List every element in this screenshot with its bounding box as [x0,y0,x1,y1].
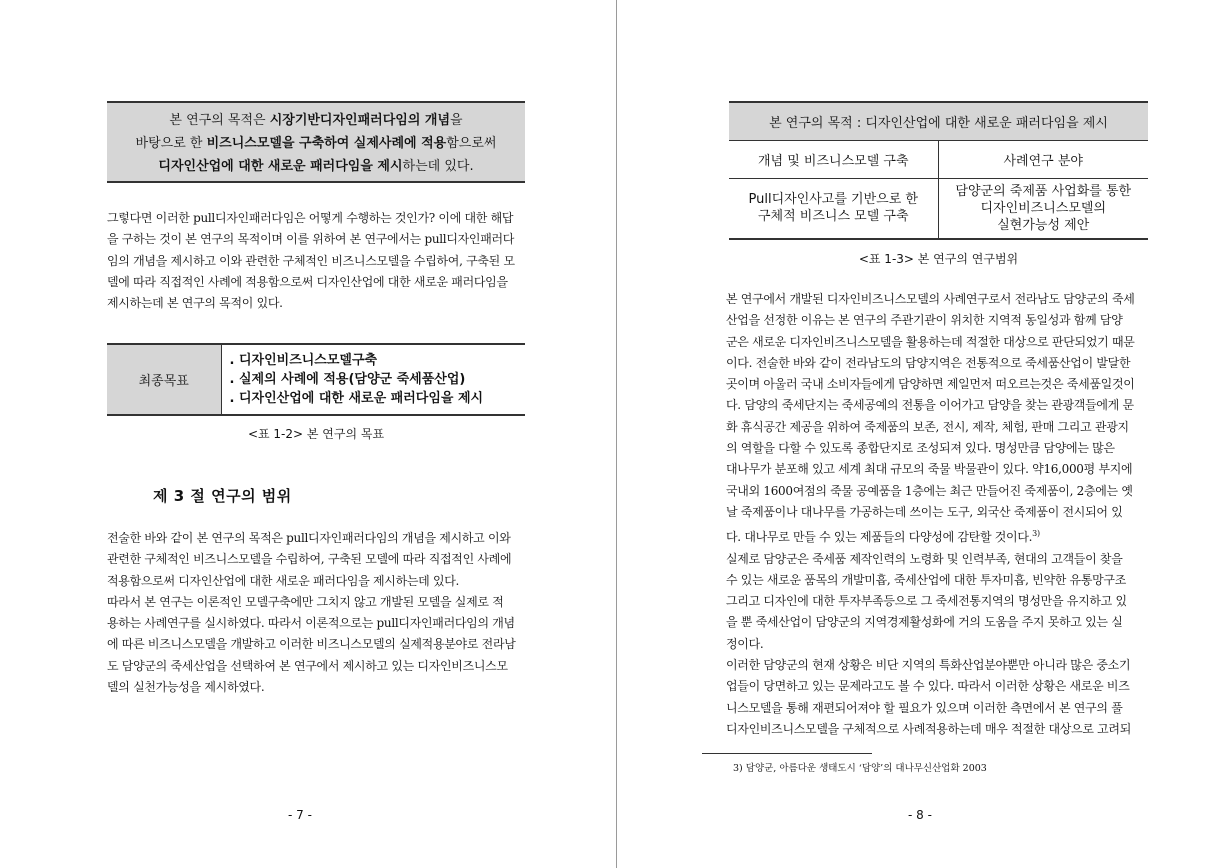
cell-line: 실현가능성 제안 [997,217,1090,233]
text-line: 실제로 담양군은 죽세품 제작인력의 노령화 및 인력부족, 현대의 고객들이 찾을 [726,551,1123,566]
research-goal-box [107,101,525,183]
text-line [726,523,1147,548]
table-1-3-caption: <표 1-3> 본 연구의 연구범위 [858,252,1019,266]
text-line: 이러한 담양군의 현재 상황은 비단 지역의 특화산업분야뿐만 아니라 많은 중소기 [726,658,1131,673]
scope-table-header: 본 연구의 목적 : 디자인산업에 대한 새로운 패러다임을 제시 [729,102,1148,140]
goal-text: 을 [450,113,463,128]
text-line: 관련한 구체적인 비즈니스모델을 수립하여, 구축된 모델에 따라 직접적인 사례에 [107,552,512,567]
final-goal-items [221,344,525,415]
goal-emphasis: 비즈니스모델을 구축하여 실제사례에 적용 [206,136,447,151]
cell-line: 디자인비즈니스모델의 [980,200,1107,216]
page-number: - 8 - [908,808,932,822]
text-line: 본 연구에서 개발된 디자인비즈니스모델의 사례연구로서 전라남도 담양군의 죽세 [726,292,1135,306]
right-page [617,0,1232,868]
goal-line-3 [107,155,525,178]
scope-col1-content [729,178,938,239]
goal-item: . 실제의 사례에 적용(담양군 죽세품산업) [229,372,466,387]
text-line: 업들이 당면하고 있는 문제라고도 볼 수 있다. 따라서 이러한 상황은 새로운 비즈 [726,679,1130,694]
intro-paragraph [107,208,525,314]
table-1-2-caption: <표 1-2> 본 연구의 목표 [247,427,385,441]
goal-text: 본 연구의 목적은 [169,113,270,128]
cell-line: 담양군의 죽제품 사업화를 통한 [955,183,1132,199]
goal-emphasis: 시장기반디자인패러다임의 개념 [269,113,451,128]
cell-line: 구체적 비즈니스 모델 구축 [757,209,909,225]
goal-line-2 [107,132,525,155]
text-line: 수 있는 새로운 품목의 개발미흡, 죽세산업에 대한 투자미흡, 빈약한 유통망구조 [726,572,1127,587]
text-line: 화 휴식공간 제공을 위하여 죽제품의 보존, 전시, 제작, 체험, 판매 그리고 관광지 [726,419,1129,434]
scope-col2-title: 사례연구 분야 [938,140,1148,178]
text-line: 곳이며 아울러 국내 소비자들에게 담양하면 제일먼저 떠오르는것은 죽세품일것이 [726,377,1135,392]
text-line: 군은 새로운 디자인비즈니스모델을 활용하는데 적절한 대상으로 판단되었기 때문 [726,334,1135,349]
text-line: 다. 담양의 죽세단지는 죽세공예의 전통을 이어가고 담양을 찾는 관광객들에게 문 [726,398,1134,413]
text-line: 델에 따라 직접적인 사례에 적용함으로써 디자인산업에 대한 새로운 패러다임을 [107,274,508,289]
text-line: 날 죽제품이나 대나무를 가공하는데 쓰이는 도구, 외국산 죽제품이 전시되어 있 [726,504,1123,519]
footnote-ref[interactable]: 3) [1032,529,1040,539]
text-line: 국내외 1600여점의 죽물 공예품을 1층에는 최근 만들어진 죽제품이, 2층에는 옛 [726,483,1133,498]
text-line: 산업을 선정한 이유는 본 연구의 주관기관이 위치한 지역적 동일성과 함께 담양 [726,313,1123,328]
goal-item: . 디자인산업에 대한 새로운 패러다임을 제시 [229,391,484,406]
scope-col1-title: 개념 및 비즈니스모델 구축 [729,140,938,178]
section-heading: 제 3 절 연구의 범위 [153,487,292,505]
goal-emphasis: 디자인산업에 대한 새로운 패러다임을 제시 [158,159,403,174]
text-line: 적용함으로써 디자인산업에 대한 새로운 패러다임을 제시하는데 있다. [107,573,460,588]
text-line: 그리고 디자인에 대한 투자부족등으로 그 죽세전통지역의 명성만을 유지하고 있 [726,594,1127,609]
goal-line-1 [107,109,525,132]
text-line: 을 뿐 죽세산업이 담양군의 지역경제활성화에 거의 도움을 주지 못하고 있는 실 [726,615,1123,630]
final-goal-table [107,343,525,416]
text-line: 임의 개념을 제시하고 이와 관련한 구체적인 비즈니스모델을 수립하여, 구축된 모 [107,253,515,268]
footnote: 3) 담양군, 아름다운 생태도시 ‘담양’의 대나무신산업화 2003 [733,763,987,774]
text-line: 전술한 바와 같이 본 연구의 목적은 pull디자인패러다임의 개념을 제시하고 이와 [107,531,511,545]
scope-paragraph [107,528,525,698]
page-number: - 7 - [288,808,312,822]
text-line: 대나무가 분포해 있고 세계 최대 규모의 죽물 박물관이 있다. 약16,000평 부지에 [726,462,1133,477]
text-line: 따라서 본 연구는 이론적인 모델구축에만 그치지 않고 개발된 모델을 실제로 적 [107,594,504,609]
text-line: 이다. 전술한 바와 같이 전라남도의 담양지역은 전통적으로 죽세품산업이 발달한 [726,355,1131,370]
goal-text: 바탕으로 한 [135,136,207,151]
text-line: 용하는 사례연구를 실시하였다. 따라서 이론적으로는 pull디자인패러다임의 개념 [107,616,515,631]
cell-line: Pull디자인사고를 기반으로 한 [748,192,918,208]
footnote-divider [702,753,872,754]
scope-col2-content [938,178,1148,239]
text-line: 도 담양군의 죽세산업을 선택하여 본 연구에서 제시하고 있는 디자인비즈니스모 [107,658,508,673]
case-study-paragraph [726,289,1147,740]
text-span: 다. 대나무로 만들 수 있는 제품들의 다양성에 감탄할 것이다. [726,530,1033,545]
text-line: 을 구하는 것이 본 연구의 목적이며 이를 위하여 본 연구에서는 pull디자인패러다 [107,232,515,247]
text-line: 디자인비즈니스모델을 구체적으로 사례적용하는데 매우 적절한 대상으로 고려되 [726,721,1132,736]
text-line: 니스모델을 통해 재편되어져야 할 필요가 있으며 이러한 측면에서 본 연구의 풀 [726,700,1123,715]
research-scope-table [729,101,1148,240]
goal-text: 함으로써 [446,136,497,151]
text-line: 의 역할을 다할 수 있도록 종합단지로 조성되져 있다. 명성만큼 담양에는 많은 [726,441,1115,456]
final-goal-label: 최종목표 [107,344,221,415]
text-line: 그렇다면 이러한 pull디자인패러다임은 어떻게 수행하는 것인가? 이에 대한 해답 [107,211,514,225]
goal-item: . 디자인비즈니스모델구축 [229,353,378,368]
text-line: 에 따른 비즈니스모델을 개발하고 이러한 비즈니스모델의 실제적용분야로 전라남 [107,637,516,652]
goal-text: 하는데 있다. [402,159,474,174]
text-line: 정이다. [726,636,764,651]
text-line: 델의 실천가능성을 제시하였다. [107,680,265,695]
text-line: 제시하는데 본 연구의 목적이 있다. [107,296,283,311]
